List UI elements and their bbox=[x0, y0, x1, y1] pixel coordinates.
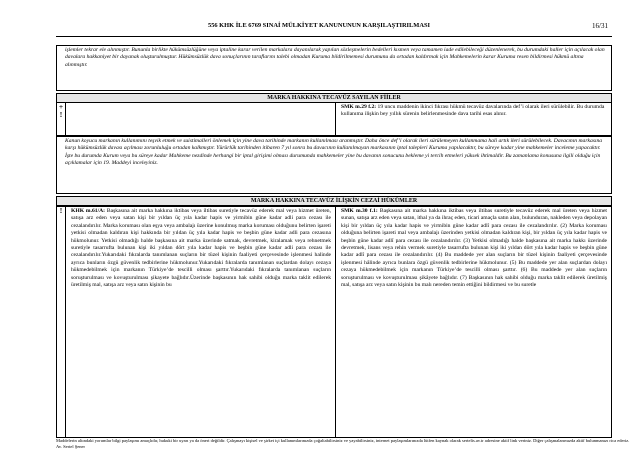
old-law-column-empty bbox=[66, 103, 336, 135]
change-markers bbox=[57, 103, 66, 135]
header-divider bbox=[56, 36, 612, 37]
document-title: 556 KHK İLE 6769 SINAİ MÜLKİYET KANUNUNUN KARŞILAŞTIRILMASI bbox=[208, 22, 430, 29]
intro-text: işlemler tekrar ele alınmıştır. Bununla birlikte hükümsüzlüğüne veya iptaline karar verilen markalara dayanılarak yapılan sözleşmelerin bedelleri kısmen veya tamamen iade edilebileceği düzenlenerek, bu durumdaki haller için açılacak olan davalara hakkaniyet bir dayanak oluşturulmuştur. Hükümsüzlük dava sonuçlarının taraflarını talebi olmadan Kuruma bildirilmemesi durumunu da ortadan kaldırmak için Mahkemelerin karar Kuruma resen bildirmesi hükmü altına alınmıştır. bbox=[65, 47, 605, 68]
disclaimer-footer: Maddelerin altındaki yorumlar bilgi paylaşımı amaçlıdır, hukuki bir uyarı ya da öneri değildir. Çalışmayı kişisel ve şirket içi kullanımlarınızda çoğaltabilirsiniz ve yayabilirsiniz, internet paylaşımlarınızda lütfen kaynak olarak sertelis.av.tr adresine aktif link veriniz. Diğer çalışmalarımızda aktif bulunmanızı rica ederiz. Av. Sertel Şener bbox=[56, 438, 630, 449]
khk-article-text: Başkasına ait marka hakkına iktibas veya iltibas suretiyle tecavüz ederek mal veya hizmet üreten, satışa arz eden veya satan kişi bir yıldan üç yıla kadar hapis ve yirmibin güne kadar adli para cezası ile cezalandırılır. Marka koruması olan eşya veya ambalajı üzerine konulmuş marka koruması olduğunu belirten işareti yetkisi olmadan kaldıran kişi hakkında bir yıldan üç yıla kadar hapis ve beşbin güne kadar adli para cezasına hükmolunur. Yetkisi olmadığı halde başkasına ait marka üzerinde satmak, devretmek, kiralamak veya rehnetmek suretiyle tasarrufta bulunan kişi iki yıldan dört yıla kadar hapis ve beşbin güne kadar adli para cezası ile cezalandırılır.Yukarıdaki fıkralarda tanımlanan suçların bir tüzel kişinin faaliyeti çerçevesinde işlenmesi halinde ayrıca bunların özgü güvenlik tedbirlerine hükmolunur.Yukarıdaki fıkralarda tanımlanan suçlardan dolayı cezaya hükmedebilmek için markanın Türkiye’de tescilli olması şarttır.Yukarıdaki fıkralarda tanımlanan suçların soruşturulması ve kovuşturulması şikayete bağlıdır.Üzerinde başkasının hak sahibi olduğu marka taklit edilerek üretilmiş mal, satışa arz veya satın kişinin bu bbox=[71, 208, 331, 289]
smk-penal-text: Başkasına ait marka hakkına iktibas veya iltibas suretiyle tecavüz ederek mal üreten veya hizmet sunan, satışa arz eden veya satan, ithal ya da ihraç eden, ticari amaçla satın alan, bulunduran, nakleden veya depolayan kişi bir yıldan üç yıla kadar hapis ve yirmibin güne kadar adlî para cezası ile cezalandırılır. (2) Marka koruması olduğuna belirten işareti mal veya ambalajı üzerinden yetkisi olmadan kaldıran kişi, bir yıldan üç yıla kadar hapis ve beşbin güne kadar adlî para cezası ile cezalandırılır. (3) Yetkisi olmadığı halde başkasına ait marka hakkı üzerinde devretmek, lisans veya rehin vermek suretiyle tasarrufta bulunan kişi iki yıldan dört yıla kadar hapis ve beşbin güne kadar adlî para cezası ile cezalandırılır. (4) Bu maddede yer alan suçların bir tüzel kişinin faaliyeti çerçevesinde işlenmesi hâlinde ayrıca bunlara özgü güvenlik tedbirlerine hükmolunur. (5) Bu maddede yer alan suçlardan dolayı cezaya hükmedebilmek için markanın Türkiye’de tescilli olması şarttır. (6) Bu maddede yer alan suçların soruşturulması ve kovuşturulması şikâyete bağlıdır. (7) Başkasının hak sahibi olduğu marka taklit edilerek üretilmiş mal, satışa arz veya satın kişinin bu malı nereden temin ettiğini bildirmesi ve bu suretle bbox=[341, 208, 607, 289]
exclamation-marker: ! bbox=[59, 206, 63, 215]
section-title-penal: MARKA HAKKINA TECAVÜZ İLİŞKİN CEZAİ HÜKÜMLER bbox=[56, 196, 612, 206]
plus-marker: + bbox=[58, 102, 64, 111]
khk-article-label: KHK m.61/A: bbox=[71, 208, 106, 214]
page-number: 16/31 bbox=[592, 22, 608, 30]
smk-article-label: SMK m.29 f.2: bbox=[341, 104, 377, 110]
penal-row bbox=[56, 206, 612, 438]
infringement-note-box bbox=[56, 136, 612, 194]
infringement-note: Kanun koyucu markanın kullanımını teşvik etmek ve suistimalleri önlemek için yine dava tarihinde markanın kullanılması aranmıştır. Daha önce def’i olarak ileri sürülemeyen kullanmama hali artık ileri sürülebilecek. Davacının markasına karşı hükümsüzlük davası açılması zorunluluğu ortadan kalkmıştır. Yürürlük tarihinden itibaren 7 yıl sonra bu davacının kullanılmayan markasının iptal talepleri Kuruma yapılacaktır, bu süreye kadar yine mahkemeler inceleme yapacaktır. İşte bu durumda Kurum veya bu süreye kadar Mahkeme nezdinde herhangi bir iptal girişimi olması durumunda mahkemeler yine bu davanın sonucunu bekleme yi tercih etmeleri yüksek ihtimaldir. Bu zamanlama konusuna ilgili olduğu için açıklamalar için 19. Maddeyi inceleyiniz. bbox=[65, 138, 603, 167]
infringement-row bbox=[56, 102, 612, 136]
intro-box bbox=[56, 45, 612, 91]
penal-marker bbox=[57, 207, 66, 437]
khk-column bbox=[66, 207, 336, 437]
section-title-infringement: MARKA HAKKINA TECAVÜZ SAYILAN FİİLER bbox=[56, 93, 612, 103]
smk-penal-column bbox=[336, 207, 611, 437]
smk-article-text: 19 uncu maddenin ikinci fıkrası hükmü tecavüz davalarında def’i olarak ileri sürülebilir. Bu durumda kullanıma ilişkin bey yıllık sürenin belirlenmesinde dava tarihi esas alınır. bbox=[341, 104, 605, 118]
smk-penal-label: SMK m.30 f.1: bbox=[341, 208, 378, 214]
smk-column bbox=[336, 103, 611, 135]
exclamation-marker: ! bbox=[59, 110, 63, 119]
page-header bbox=[0, 22, 638, 34]
